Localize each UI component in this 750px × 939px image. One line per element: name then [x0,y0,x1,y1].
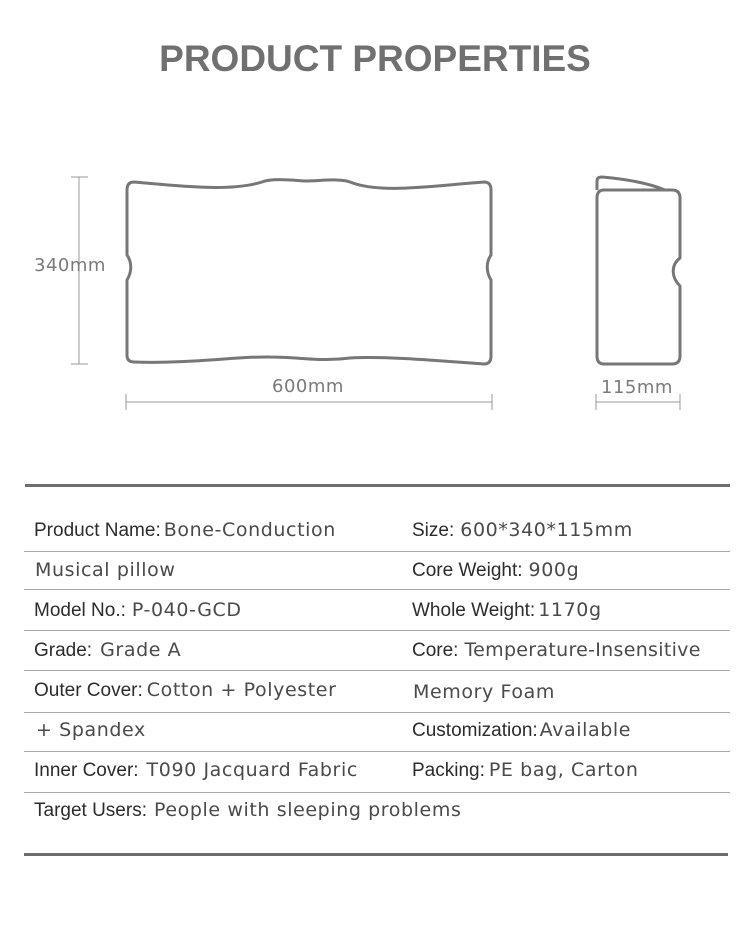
core-label: Core: [412,640,459,661]
model-value: P-040-GCD [131,599,242,621]
row-divider [24,792,730,793]
inner-cover-value: T090 Jacquard Fabric [146,759,358,781]
customization-cell [412,719,631,742]
outer-cover-value: Cotton + Polyester [146,679,337,701]
product-name-value: Bone-Conduction [163,519,336,541]
row-divider [24,712,730,713]
model-cell [34,599,242,622]
pillow-front-outline [127,180,491,364]
depth-label: 115mm [601,377,673,398]
core-cell [412,639,701,662]
size-cell [412,519,633,542]
outer-cover-continued-value: + Spandex [36,719,146,741]
grade-value: Grade A [100,639,182,661]
pillow-dimension-diagram [0,0,750,460]
product-name-cell [34,519,336,542]
pillow-side-outline [597,177,680,364]
row-divider [24,751,730,752]
size-label: Size: [412,520,455,541]
whole-weight-value: 1170g [538,599,602,621]
grade-label: Grade: [34,640,93,661]
size-value: 600*340*115mm [460,519,633,541]
inner-cover-cell [34,759,358,782]
customization-label: Customization: [412,720,538,741]
target-users-value: People with sleeping problems [153,799,462,821]
table-top-rule [25,484,730,487]
width-label: 600mm [272,376,344,397]
page-title: PRODUCT PROPERTIES [159,38,591,79]
product-name-continued-value: Musical pillow [35,559,176,581]
packing-label: Packing: [412,760,485,781]
whole-weight-label: Whole Weight: [412,600,536,621]
row-divider [24,670,730,671]
core-continued-value: Memory Foam [413,681,555,703]
core-weight-cell [412,559,579,582]
inner-cover-label: Inner Cover: [34,760,139,781]
outer-cover-continued [36,719,146,742]
target-users-label: Target Users: [34,800,147,821]
row-divider [24,551,730,552]
row-divider [24,589,730,590]
core-continued [413,681,555,704]
height-label: 340mm [34,255,106,276]
whole-weight-cell [412,599,602,622]
target-users-cell [34,799,461,822]
product-name-continued [35,559,175,582]
product-name-label: Product Name: [34,520,161,541]
table-bottom-rule [24,853,728,856]
core-value: Temperature-Insensitive [464,639,701,661]
model-label: Model No.: [34,600,126,621]
customization-value: Available [539,719,632,741]
row-divider [24,630,730,631]
core-weight-value: 900g [528,559,580,581]
grade-cell [34,639,181,662]
outer-cover-cell [34,679,337,702]
packing-value: PE bag, Carton [488,759,639,781]
outer-cover-label: Outer Cover: [34,680,143,701]
core-weight-label: Core Weight: [412,560,523,581]
packing-cell [412,759,638,782]
